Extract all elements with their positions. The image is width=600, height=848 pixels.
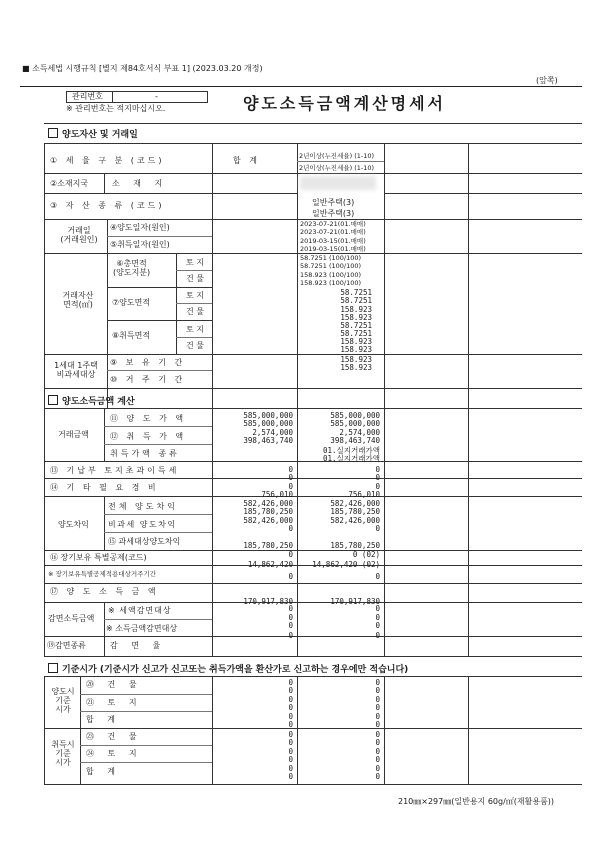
basis-total-value: 0 <box>288 755 293 764</box>
row20-label: ⑳ 건 물 <box>86 680 143 689</box>
row18b-label: ※ 소득금액감면대상 <box>106 624 178 633</box>
total-value: 0 <box>288 524 293 533</box>
basis-col1-value: 0 <box>375 695 380 704</box>
basis-total-value: 0 <box>288 772 293 781</box>
trade-amount-group: 거래금액 <box>58 430 89 439</box>
total-column-header: 합 계 <box>233 156 260 165</box>
total-value: 0 <box>288 465 293 474</box>
area-val: 158.923 <box>340 313 372 322</box>
row24-label: ㉔ 토 지 <box>86 749 143 758</box>
r6-land: 토 지 <box>186 258 204 267</box>
row1-label: ① 세 율 구 분 (코드) <box>50 156 165 165</box>
total-value: 0 <box>288 604 293 613</box>
document-title: 양도소득금액계산명세서 <box>243 94 447 113</box>
r6-bldg: 건 물 <box>186 274 204 283</box>
row9-label: ⑨ 보 유 기 간 <box>110 358 186 367</box>
row17-label: ⑰ 양 도 소 득 금 액 <box>50 587 159 596</box>
row15b-label: 비과세 양도차익 <box>108 520 177 529</box>
col1-value: 0 <box>375 621 380 630</box>
row14-label: ⑭ 기 타 필 요 경 비 <box>50 483 159 492</box>
law-reference: ■ 소득세법 시행규칙 [별지 제84호서식 부표 1] (2023.03.20 개정) <box>22 64 263 73</box>
r7-land: 토 지 <box>186 291 204 300</box>
col1-value: 585,000,000 <box>330 411 380 420</box>
row4-label: ④양도일자(원인) <box>110 223 170 232</box>
col1-value: 0 <box>375 572 380 581</box>
date-2: 2023-07-21(01.매매) <box>300 228 366 236</box>
page-side: (앞쪽) <box>536 76 558 85</box>
rate-code-2: 2년이상(누진세율) (1-10) <box>299 164 375 172</box>
area-val: 58.7251 <box>340 321 372 330</box>
row2-sub: 소 재 지 <box>112 179 168 188</box>
r8-bldg: 건 물 <box>186 341 204 350</box>
mgmt-note: ※ 관리번호는 적지마십시오. <box>66 104 166 113</box>
total-value: 0 <box>288 572 293 581</box>
basis-total-value: 0 <box>288 720 293 729</box>
total-value: 14,862,420 <box>247 560 293 569</box>
col1-value: 0 (02) <box>352 550 380 559</box>
header-rule <box>20 86 582 87</box>
basis-col1-value: 0 <box>375 703 380 712</box>
col1-value: 01.실지거래가액 <box>322 454 380 463</box>
col1-value: 0 <box>375 524 380 533</box>
row3-label: ③ 자 산 종 류 (코드) <box>50 201 165 210</box>
total-value: 398,463,740 <box>243 436 293 445</box>
total-value: 0 <box>288 482 293 491</box>
basis-total-value: 0 <box>288 695 293 704</box>
checkbox-icon <box>48 395 58 405</box>
total-value: 2,574,000 <box>252 428 293 437</box>
row16b-label: ※ 장기보유특별공제적용대상거주기간 <box>48 570 156 578</box>
basis-col1-value: 0 <box>375 764 380 773</box>
basis-col1-value: 0 <box>375 755 380 764</box>
date-1: 2023-07-21(01.매매) <box>300 220 366 228</box>
total-value: 585,000,000 <box>243 419 293 428</box>
col1-value: 0 <box>375 465 380 474</box>
col1-value: 185,780,250 <box>330 541 380 550</box>
row2-label: ②소재지국 <box>50 179 89 188</box>
acq-basis-group: 취득시 기준 시가 <box>51 740 75 767</box>
basis-total-value: 0 <box>288 712 293 721</box>
total-value: 585,000,000 <box>243 411 293 420</box>
area-val: 158.923 <box>340 363 372 372</box>
area-val: 158.923 <box>340 345 372 354</box>
row15a-label: 전체 양도차익 <box>108 502 178 511</box>
row6-label: ⑥총면적 (양도지분) <box>113 259 151 277</box>
total-value: 582,426,000 <box>243 516 293 525</box>
total-value: 0 <box>288 550 293 559</box>
row5-label: ⑤취득일자(원인) <box>110 240 170 249</box>
section3-heading: 기준시가 (기준시가 신고가 신고또는 취득가액을 환산가로 신고하는 경우에만 적습니다) <box>48 662 408 675</box>
mgmt-label: 관리번호 <box>72 92 103 101</box>
total-value: 185,780,250 <box>243 507 293 516</box>
basis-col1-value: 0 <box>375 730 380 739</box>
row8-label: ⑧취득면적 <box>112 331 151 340</box>
row23-label: ㉓ 건 물 <box>86 732 143 741</box>
total-area-3: 158.923 (100/100) <box>300 271 362 279</box>
col1-value: 582,426,000 <box>330 516 380 525</box>
row19-label: ⑲감면종류 <box>47 641 86 650</box>
total-area-1: 58.7251 (100/100) <box>300 254 362 262</box>
col1-value: 2,574,000 <box>339 428 380 437</box>
section1-heading: 양도자산 및 거래일 <box>48 127 138 140</box>
row22-label: 합 계 <box>86 715 121 724</box>
rate-code-1: 2년이상(누진세율) (1-10) <box>299 152 375 160</box>
col1-value: 0 <box>375 473 380 482</box>
col1-value: 185,780,250 <box>330 507 380 516</box>
row25-label: 합 계 <box>86 767 121 776</box>
basis-total-value: 0 <box>288 764 293 773</box>
basis-col1-value: 0 <box>375 772 380 781</box>
row21-label: ㉑ 토 지 <box>86 698 143 707</box>
basis-col1-value: 0 <box>375 738 380 747</box>
col1-value: 0 <box>375 482 380 491</box>
asset-type-2: 일반주택(3) <box>312 209 355 218</box>
date-4: 2019-03-15(01.매매) <box>300 245 366 253</box>
row13-label: ⑬ 기납부 토지초과이득세 <box>50 466 180 475</box>
total-area-4: 158.923 (100/100) <box>300 279 362 287</box>
transfer-basis-group: 양도시 기준 시가 <box>51 687 75 714</box>
col1-value: 0 <box>375 613 380 622</box>
total-value: 756,010 <box>261 490 293 499</box>
area-val: 158.923 <box>340 305 372 314</box>
checkbox-icon <box>48 663 58 673</box>
gain-group: 양도차익 <box>58 520 89 529</box>
mgmt-value: - <box>155 92 158 101</box>
col1-value: 14,862,420 (02) <box>312 560 380 569</box>
basis-col1-value: 0 <box>375 720 380 729</box>
col1-value: 398,463,740 <box>330 436 380 445</box>
total-value: 0 <box>288 613 293 622</box>
total-value: 0 <box>288 631 293 640</box>
asset-type-1: 일반주택(3) <box>312 198 355 207</box>
total-value: 170,917,830 <box>243 597 293 606</box>
basis-total-value: 0 <box>288 678 293 687</box>
basis-total-value: 0 <box>288 730 293 739</box>
reduce-group: 감면소득금액 <box>48 614 95 623</box>
area-val: 58.7251 <box>340 288 372 297</box>
total-value: 0 <box>288 473 293 482</box>
date-3: 2019-03-15(01.매매) <box>300 237 366 245</box>
total-value: 0 <box>288 621 293 630</box>
basis-total-value: 0 <box>288 686 293 695</box>
area-val: 58.7251 <box>340 296 372 305</box>
area-group: 거래자산 면적(㎡) <box>62 291 94 309</box>
row12-label: ⑫ 취 득 가 액 <box>110 432 187 441</box>
checkbox-icon <box>48 128 58 138</box>
redacted-address <box>300 176 376 190</box>
basis-col1-value: 0 <box>375 747 380 756</box>
total-value: 582,426,000 <box>243 499 293 508</box>
row11-label: ⑪ 양 도 가 액 <box>110 414 187 423</box>
col1-value: 582,426,000 <box>330 499 380 508</box>
basis-total-value: 0 <box>288 747 293 756</box>
col1-value: 756,010 <box>348 490 380 499</box>
r8-land: 토 지 <box>186 325 204 334</box>
row16-label: ⑯ 장기보유 특별공제(코드) <box>50 553 147 562</box>
col1-value: 170,917,830 <box>330 597 380 606</box>
trade-date-group: 거래일 (거래원인) <box>60 226 98 244</box>
basis-total-value: 0 <box>288 703 293 712</box>
area-val: 158.923 <box>340 337 372 346</box>
row12b-label: 취득가액 종류 <box>110 449 180 458</box>
col1-value: 01.실지거래가액 <box>322 446 380 455</box>
house-group: 1세대 1주택 비과세대상 <box>54 361 98 379</box>
basis-col1-value: 0 <box>375 712 380 721</box>
row15c-label: ⑮ 과세대상양도차익 <box>108 537 181 546</box>
col1-value: 0 <box>375 604 380 613</box>
basis-col1-value: 0 <box>375 678 380 687</box>
col1-value: 585,000,000 <box>330 419 380 428</box>
row19-sub: 감 면 율 <box>110 641 166 650</box>
section2-heading: 양도소득금액 계산 <box>48 394 135 407</box>
area-val: 158.923 <box>340 355 372 364</box>
r7-bldg: 건 물 <box>186 307 204 316</box>
basis-total-value: 0 <box>288 738 293 747</box>
col1-value: 0 <box>375 631 380 640</box>
paper-spec: 210㎜×297㎜(일반용지 60g/㎡(재활용품)) <box>398 797 555 806</box>
total-value: 185,780,250 <box>243 541 293 550</box>
total-area-2: 58.7251 (100/100) <box>300 262 362 270</box>
basis-col1-value: 0 <box>375 686 380 695</box>
row18a-label: ※ 세액감면대상 <box>108 606 172 615</box>
row10-label: ⑩ 거 주 기 간 <box>110 375 186 384</box>
area-val: 58.7251 <box>340 329 372 338</box>
row7-label: ⑦양도면적 <box>112 298 151 307</box>
